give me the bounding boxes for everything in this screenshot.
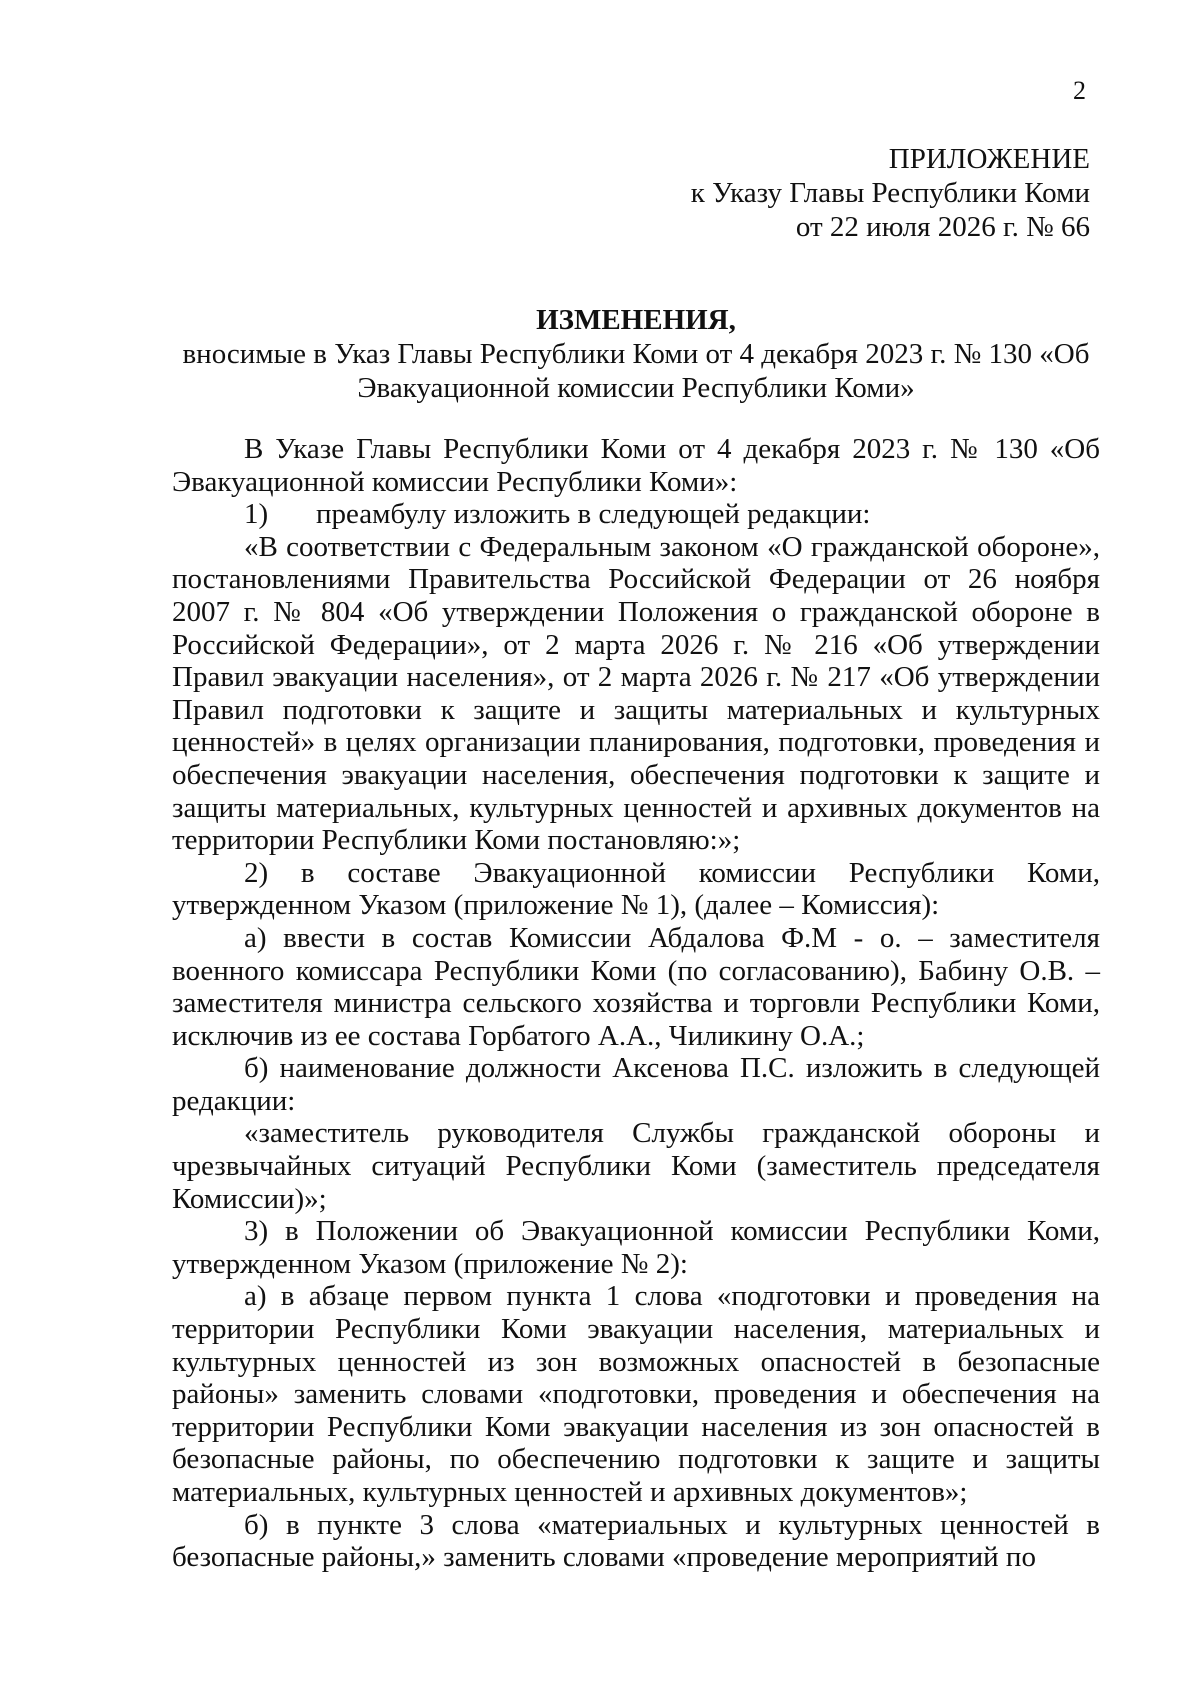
appendix-block <box>691 142 1090 244</box>
document-body <box>172 433 1100 1574</box>
appendix-decree-date: от 22 июля 2026 г. № 66 <box>795 211 1090 243</box>
appendix-decree-ref: к Указу Главы Республики Коми <box>690 177 1090 209</box>
title-heading: ИЗМЕНЕНИЯ, <box>536 304 736 336</box>
intro-paragraph: В Указе Главы Республики Коми от 4 декабря 2023 г. № 130 «Об Эвакуационной комиссии Республики Коми»: <box>172 433 1100 498</box>
item-2b-paragraph: б) наименование должности Аксенова П.С. изложить в следующей редакции: <box>172 1052 1100 1117</box>
item-1-paragraph <box>172 498 1100 531</box>
document-title <box>172 303 1100 405</box>
item-3a-paragraph: а) в абзаце первом пункта 1 слова «подготовки и проведения на территории Республики Коми эвакуации населения, материальных и культурных ценностей из зон возможных опасностей в безопасные районы» заменить словами «подготовки, проведения и обеспечения на территории Республики Коми эвакуации населения из зон опасностей в безопасные районы, по обеспечению подготовки к защите и защиты материальных, культурных ценностей и архивных документов»; <box>172 1280 1100 1508</box>
item-2-paragraph: 2) в составе Эвакуационной комиссии Республики Коми, утвержденном Указом (приложение № 1), (далее – Комиссия): <box>172 856 1100 922</box>
item-3b-paragraph: б) в пункте 3 слова «материальных и культурных ценностей в безопасные районы,» заменить словами «проведение мероприятий по <box>172 1508 1100 1574</box>
item-3-paragraph: 3) в Положении об Эвакуационной комиссии Республики Коми, утвержденном Указом (приложение № 2): <box>172 1215 1100 1280</box>
preamble-paragraph: «В соответствии с Федеральным законом «О гражданской обороне», постановлениями Правительства Российской Федерации от 26 ноября 2007 г. № 804 «Об утверждении Положения о гражданской обороне в Российской Федерации», от 2 марта 2026 г. № 216 «Об утверждении Правил эвакуации населения», от 2 марта 2026 г. № 217 «Об утверждении Правил подготовки к защите и защиты материальных и культурных ценностей» в целях организации планирования, подготовки, проведения и обеспечения эвакуации населения, обеспечения подготовки к защите и защиты материальных, культурных ценностей и архивных документов на территории Республики Коми постановляю:»; <box>172 530 1100 857</box>
item-2b-quote-paragraph: «заместитель руководителя Службы гражданской обороны и чрезвычайных ситуаций Республики Коми (заместитель председателя Комиссии)»; <box>172 1117 1100 1215</box>
item-2a-paragraph: а) ввести в состав Комиссии Абдалова Ф.М - о. – заместителя военного комиссара Республики Коми (по согласованию), Бабину О.В. – заместителя министра сельского хозяйства и торговли Республики Коми, исключив из ее состава Горбатого А.А., Чиликину О.А.; <box>172 921 1100 1052</box>
page-number: 2 <box>1073 76 1086 105</box>
item-1-number: 1) <box>244 498 269 531</box>
appendix-label: ПРИЛОЖЕНИЕ <box>888 143 1090 175</box>
item-1-text: преамбулу изложить в следующей редакции: <box>316 498 871 531</box>
title-subtitle: вносимые в Указ Главы Республики Коми от 4 декабря 2023 г. № 130 «Об Эвакуационной комиссии Республики Коми» <box>182 338 1090 404</box>
